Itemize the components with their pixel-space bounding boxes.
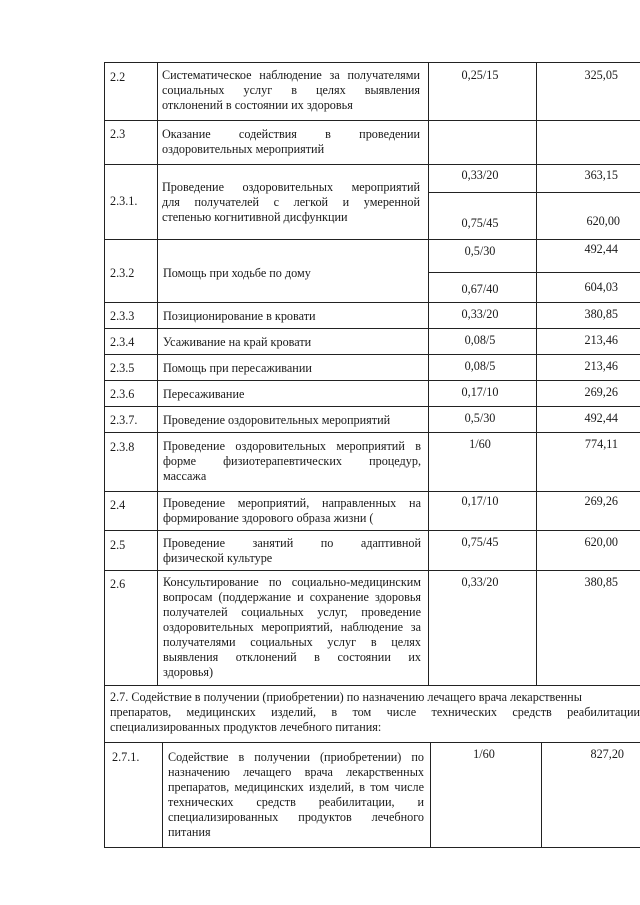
row-norm: 0,25/15 [461,68,499,82]
row-code: 2.3.8 [110,440,135,454]
row-line [104,354,640,355]
row-description: Проведение оздоровительных мероприятий [163,413,391,427]
row-line [104,164,640,165]
row-line [104,120,640,121]
row-price: 213,46 [584,359,618,373]
row-line [104,406,640,407]
row-line [104,328,640,329]
row-code: 2.4 [110,498,126,512]
row-description: Оказание содействия в проведении оздоровительных мероприятий [162,127,420,156]
row-line [104,62,640,63]
row-code: 2.3.5 [110,361,135,375]
row-description: Проведение мероприятий, направленных на формирование здорового образа жизни ( [163,496,421,525]
row-line [104,302,640,303]
row-price: 325,05 [584,68,618,82]
subrow-line [428,192,640,193]
row-norm: 0,33/20 [461,575,499,589]
row-code: 2.7.1. [112,750,140,764]
row-line [104,239,640,240]
row-code: 2.3.3 [110,309,135,323]
row-norm: 0,75/45 [461,216,499,230]
row-description: Содействие в получении (приобретении) по назначению лечащего врача лекарственных препаратов, медицинских изделий, в том числе технических средств реабилитации, и специализированных продуктов лечебного питания [168,750,424,839]
row-description: Проведение оздоровительных мероприятий в форме физиотерапевтических процедур, массажа [163,439,421,483]
row-price: 620,00 [584,535,618,549]
row-code: 2.3 [110,127,126,141]
row-code: 2.3.6 [110,387,135,401]
row-code: 2.3.2 [110,266,135,280]
col-divider-desc [428,62,429,685]
row-price: 380,85 [584,575,618,589]
row-price: 269,26 [584,385,618,399]
col-divider-code-lower [162,742,163,847]
row-norm: 1/60 [473,747,495,761]
row-norm: 0,5/30 [464,411,496,425]
row-price: 269,26 [584,494,618,508]
row-code: 2.3.1. [110,194,138,208]
row-line [104,432,640,433]
row-description: Консультирование по социально-медицинским вопросам (поддержание и сохранение здоровья получателей социальных услуг, проведение оздоровительных мероприятий, наблюдение за получателями социальных услуг в целях выявления отклонений в состоянии их здоровья) [163,575,421,679]
row-code: 2.5 [110,538,126,552]
row-description: Проведение оздоровительных мероприятий для получателей с легкой и умеренной степенью когнитивной дисфункции [162,180,420,224]
row-price: 213,46 [584,333,618,347]
row-code: 2.3.7. [110,413,138,427]
row-description: Пересаживание [163,387,245,401]
col-divider-norm-lower [541,742,542,847]
col-divider-code [157,62,158,685]
row-norm: 0,33/20 [461,307,499,321]
row-price: 774,11 [584,437,618,451]
table-border-bottom [104,847,640,848]
row-norm: 0,5/30 [464,244,496,258]
row-line [104,685,640,686]
row-line [104,491,640,492]
row-price: 380,85 [584,307,618,321]
row-price: 492,44 [584,411,618,425]
table-border-left [104,62,105,847]
row-line [104,380,640,381]
row-code: 2.2 [110,70,126,84]
row-description: Проведение занятий по адаптивной физической культуре [163,536,421,565]
row-description: Позиционирование в кровати [163,309,316,323]
subrow-line [428,272,640,273]
row-norm: 0,33/20 [461,168,499,182]
row-norm: 0,67/40 [461,282,499,296]
row-norm: 0,75/45 [461,535,499,549]
row-line [104,530,640,531]
section-2-7-heading: 2.7. Содействие в получении (приобретении) по назначению лечащего врача лекарственны препаратов, медицинских изделий, в том числе технических средств реабилитации специализированных продуктов лечебного питания: [110,690,640,734]
row-price: 620,00 [586,214,620,228]
row-line [104,742,640,743]
row-norm: 0,08/5 [464,333,496,347]
row-description: Помощь при пересаживании [163,361,312,375]
row-norm: 1/60 [469,437,491,451]
row-price: 827,20 [590,747,624,761]
col-divider-norm [536,62,537,685]
row-description: Систематическое наблюдение за получателями социальных услуг в целях выявления отклонений в состоянии их здоровья [162,68,420,112]
row-norm: 0,17/10 [461,385,499,399]
col-divider-desc-lower [430,742,431,847]
row-price: 604,03 [584,280,618,294]
row-norm: 0,17/10 [461,494,499,508]
row-description: Усаживание на край кровати [163,335,312,349]
row-code: 2.6 [110,577,126,591]
row-price: 363,15 [584,168,618,182]
row-code: 2.3.4 [110,335,135,349]
row-norm: 0,08/5 [464,359,496,373]
row-price: 492,44 [584,242,618,256]
row-line [104,570,640,571]
row-description: Помощь при ходьбе по дому [163,266,311,280]
